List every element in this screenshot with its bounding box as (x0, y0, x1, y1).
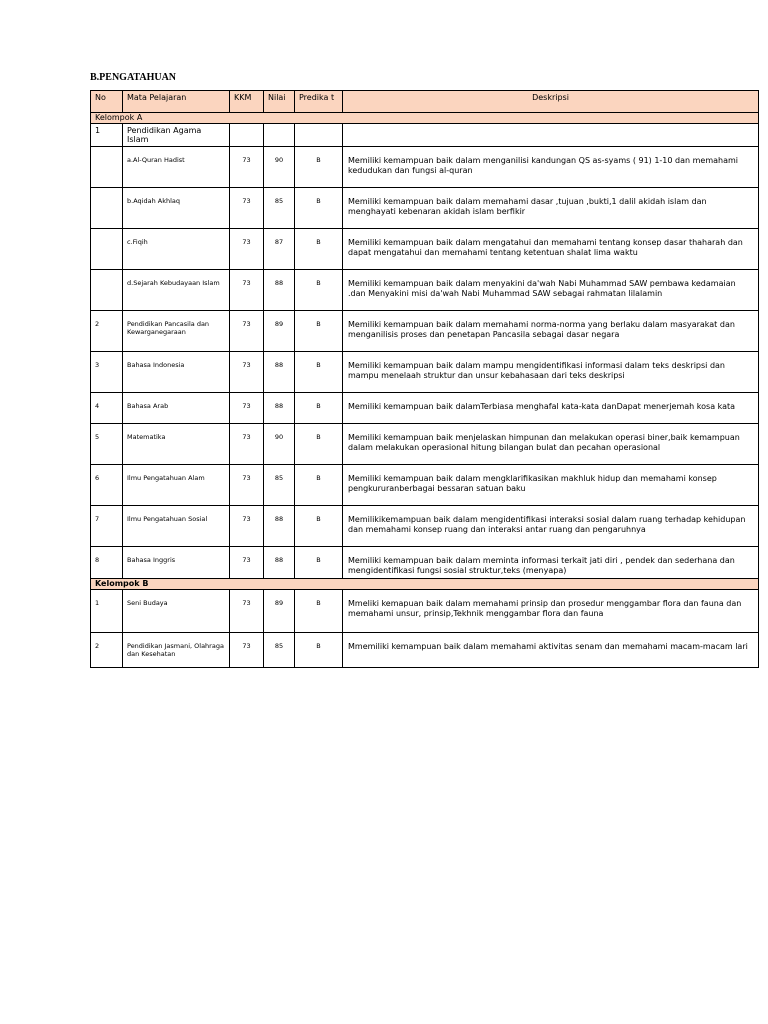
header-no: No (91, 91, 123, 113)
header-description: Deskripsi (343, 91, 759, 113)
cell-predicate: B (295, 311, 343, 352)
cell-predicate: B (295, 424, 343, 465)
cell-predicate: B (295, 270, 343, 311)
cell-predicate: B (295, 229, 343, 270)
cell-description: Memiliki kemampuan baik dalam memahami dasar ,tujuan ,bukti,1 dalil akidah islam dan menghayati kebenaran akidah islam berfikir (343, 188, 759, 229)
table-row (91, 270, 759, 311)
cell-score: 88 (264, 352, 295, 393)
cell-subject: a.Al-Quran Hadist (123, 147, 230, 188)
table-row (91, 633, 759, 668)
section-title: B.PENGATAHUAN (90, 72, 177, 83)
table-row (91, 352, 759, 393)
cell-no (91, 188, 123, 229)
cell-description: Memiliki kemampuan baik dalam meminta informasi terkait jati diri , pendek dan sederhana dan mengidentifikasi fungsi sosial struktur,teks (menyapa) (343, 547, 759, 579)
cell-kkm: 73 (230, 311, 264, 352)
cell-description: Memiliki kemampuan baik dalam menyakini da'wah Nabi Muhammad SAW pembawa kedamaian .dan Menyakini misi da'wah Nabi Muhammad SAW sebagai rahmatan lilalamin (343, 270, 759, 311)
cell-description: Memiliki kemampuan baik dalam memahami norma-norma yang berlaku dalam masyarakat dan menganilisis proses dan penetapan Pancasila sebagai dasar negara (343, 311, 759, 352)
header-kkm: KKM (230, 91, 264, 113)
cell-no: 2 (91, 311, 123, 352)
cell-score: 85 (264, 465, 295, 506)
cell-score: 85 (264, 188, 295, 229)
cell-kkm: 73 (230, 465, 264, 506)
cell-predicate: B (295, 465, 343, 506)
group-a-row (91, 113, 759, 124)
cell-score: 88 (264, 393, 295, 424)
table-header-row (91, 91, 759, 113)
cell-subject: Matematika (123, 424, 230, 465)
cell-subject: b.Aqidah Akhlaq (123, 188, 230, 229)
cell-score: 85 (264, 633, 295, 668)
cell-no (91, 229, 123, 270)
cell-description: Memiliki kemampuan baik dalam mengatahui dan memahami tentang konsep dasar thaharah dan dapat mengatahui dan memahami tentang ketentuan shalat lima waktu (343, 229, 759, 270)
header-predicate: Predika t (295, 91, 343, 113)
cell-description: Memiliki kemampuan baik dalamTerbiasa menghafal kata-kata danDapat menerjemah kosa kata (343, 393, 759, 424)
cell-kkm: 73 (230, 147, 264, 188)
cell-score: 88 (264, 547, 295, 579)
cell-predicate: B (295, 506, 343, 547)
cell-subject: Pendidikan Jasmani, Olahraga dan Kesehatan (123, 633, 230, 668)
cell-score: 87 (264, 229, 295, 270)
group-a-parent-row (91, 124, 759, 147)
cell-score (264, 124, 295, 147)
cell-description: Memiliki kemampuan baik dalam menganilisi kandungan QS as-syams ( 91) 1-10 dan memahami kedudukan dan fungsi al-quran (343, 147, 759, 188)
cell-description (343, 124, 759, 147)
cell-description: Memilikikemampuan baik dalam mengidentifikasi interaksi sosial dalam ruang terhadap kehidupan dan memahami konsep ruang dan interaksi antar ruang dan pengaruhnya (343, 506, 759, 547)
cell-no: 1 (91, 590, 123, 633)
cell-subject: c.Fiqih (123, 229, 230, 270)
cell-predicate: B (295, 590, 343, 633)
cell-kkm: 73 (230, 590, 264, 633)
cell-kkm: 73 (230, 424, 264, 465)
cell-predicate: B (295, 393, 343, 424)
cell-no: 1 (91, 124, 123, 147)
cell-no (91, 270, 123, 311)
knowledge-grades-table (90, 90, 759, 668)
header-subject: Mata Pelajaran (123, 91, 230, 113)
cell-subject: Bahasa Arab (123, 393, 230, 424)
cell-kkm: 73 (230, 270, 264, 311)
table-row (91, 311, 759, 352)
cell-predicate: B (295, 352, 343, 393)
table-row (91, 547, 759, 579)
cell-no: 4 (91, 393, 123, 424)
table-row (91, 590, 759, 633)
cell-subject: Bahasa Inggris (123, 547, 230, 579)
cell-kkm: 73 (230, 547, 264, 579)
cell-subject: Pendidikan Pancasila dan Kewarganegaraan (123, 311, 230, 352)
table-row (91, 465, 759, 506)
cell-kkm: 73 (230, 633, 264, 668)
cell-subject: Seni Budaya (123, 590, 230, 633)
cell-no: 7 (91, 506, 123, 547)
header-score: Nilai (264, 91, 295, 113)
table-row (91, 229, 759, 270)
table-row (91, 188, 759, 229)
cell-kkm: 73 (230, 229, 264, 270)
cell-no: 2 (91, 633, 123, 668)
cell-predicate: B (295, 188, 343, 229)
cell-subject: Ilmu Pengatahuan Alam (123, 465, 230, 506)
cell-score: 89 (264, 311, 295, 352)
cell-kkm: 73 (230, 188, 264, 229)
cell-kkm (230, 124, 264, 147)
cell-score: 89 (264, 590, 295, 633)
cell-kkm: 73 (230, 506, 264, 547)
cell-no: 3 (91, 352, 123, 393)
group-b-label: Kelompok B (91, 579, 759, 590)
table-row (91, 393, 759, 424)
cell-subject: d.Sejarah Kebudayaan Islam (123, 270, 230, 311)
table-row (91, 424, 759, 465)
cell-subject: Ilmu Pengatahuan Sosial (123, 506, 230, 547)
cell-description: Mmemiliki kemampuan baik dalam memahami aktivitas senam dan memahami macam-macam lari (343, 633, 759, 668)
cell-score: 90 (264, 147, 295, 188)
cell-predicate: B (295, 633, 343, 668)
cell-subject: Bahasa Indonesia (123, 352, 230, 393)
cell-score: 90 (264, 424, 295, 465)
table-row (91, 506, 759, 547)
cell-score: 88 (264, 506, 295, 547)
table-row (91, 147, 759, 188)
cell-kkm: 73 (230, 352, 264, 393)
cell-predicate: B (295, 547, 343, 579)
cell-predicate: B (295, 147, 343, 188)
cell-description: Memiliki kemampuan baik menjelaskan himpunan dan melakukan operasi biner,baik kemampuan dalam melakukan operasional hitung bilangan bulat dan pecahan operasional (343, 424, 759, 465)
group-a-label: Kelompok A (91, 113, 759, 124)
cell-description: Memiliki kemampuan baik dalam mampu mengidentifikasi informasi dalam teks deskripsi dan mampu menelaah struktur dan unsur kebahasaan dari teks deskripsi (343, 352, 759, 393)
cell-description: Memiliki kemampuan baik dalam mengklarifikasikan makhluk hidup dan memahami konsep pengkururanberbagai bessaran satuan baku (343, 465, 759, 506)
cell-no: 5 (91, 424, 123, 465)
cell-predicate (295, 124, 343, 147)
cell-no: 6 (91, 465, 123, 506)
cell-no (91, 147, 123, 188)
cell-score: 88 (264, 270, 295, 311)
group-b-row (91, 579, 759, 590)
cell-description: Mmeliki kemapuan baik dalam memahami prinsip dan prosedur menggambar flora dan fauna dan memahami unsur, prinsip,Tekhnik menggambar flora dan fauna (343, 590, 759, 633)
cell-subject: Pendidikan Agama Islam (123, 124, 230, 147)
cell-no: 8 (91, 547, 123, 579)
cell-kkm: 73 (230, 393, 264, 424)
